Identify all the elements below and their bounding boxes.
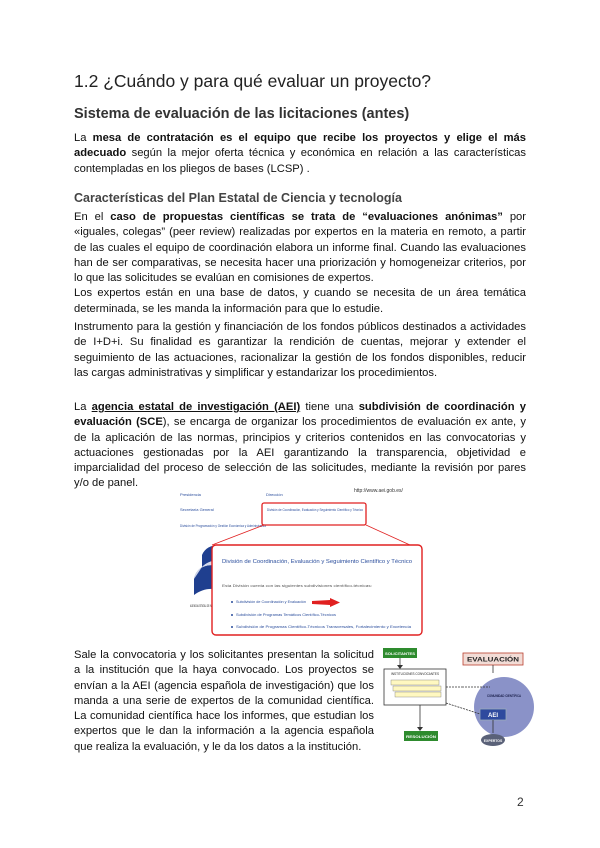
bold-underlined-text: agencia estatal de investigación (AEI) (91, 401, 301, 413)
text-run: La (74, 132, 93, 144)
text-run: tiene una (300, 401, 359, 413)
aei-label: AEI (487, 713, 499, 719)
paragraph-agencia (74, 400, 526, 492)
menu-item-secretaria: Secretaría General (180, 507, 214, 512)
subsection-heading: Características del Plan Estatal de Ciencia y tecnología (74, 191, 402, 205)
panel-item-coordinacion: Subdivisión de Coordinación y Evaluación (236, 600, 307, 604)
menu-item-division: División de Coordinación, Evaluación y Seguimiento Científico y Técnico (267, 508, 364, 512)
paragraph-convocatoria: Sale la convocatoria y los solicitantes presentan la solicitud a la institución que la haya convocado. Los proyectos se envían a la AEI (agencia española de investigación) que los manda a una serie de expertos de la comunidad científica. La comunidad científica hace los informes, que estudian los expertos que le dan la información a la agencia española que realiza la evaluación, y le da los datos a la institución. (74, 649, 374, 753)
paragraph-instrumento: Instrumento para la gestión y financiación de los fondos públicos destinados a actividades de I+D+i. Su finalidad es garantizar la rendición de cuentas, mejorar y extender el seguimiento de las actuaciones, racionalizar la gestión de los fondos disponibles, reducir las cargas administrativas y simplificar y estandarizar los procedimientos. (74, 321, 526, 379)
bold-text: subdivisión de coordinación y evaluación (SCE (74, 401, 526, 429)
panel-intro: Esta División cuenta con las siguientes subdivisiones científico-técnicas: (222, 584, 373, 588)
bold-text: caso de propuestas científicas se trata de “evaluaciones anónimas” (110, 211, 503, 223)
expertos-label: EXPERTOS (483, 739, 503, 743)
menu-item-programacion: División de Programación y Gestión Económica y Administrativa (180, 524, 266, 528)
resolucion-label: RESOLUCIÓN (406, 734, 437, 739)
paragraph-plan-estatal (74, 210, 526, 317)
instituciones-label: INSTITUCIONES CONVOCANTES (391, 672, 440, 676)
aei-website-figure (172, 483, 430, 637)
menu-item-presidencia: Presidencia (180, 492, 201, 497)
page-title: 1.2 ¿Cuándo y para qué evaluar un proyecto? (74, 71, 432, 91)
evaluation-flow-diagram (380, 645, 530, 750)
panel-item-tematicos: Subdivisión de Programas Temáticos Científico-Técnicos (236, 613, 337, 617)
text-run: ), se encarga de organizar los procedimientos de evaluación ex ante, y de la aplicación de las normas, principios y criterios contenidos en las convocatorias y actuaciones gestionadas por la AEI garantizando la transparencia, objetividad e imparcialidad del proceso de selección de las solicitudes, mediante la revisión por pares y/o de panel. (74, 416, 526, 490)
text-run: En el (74, 211, 111, 223)
text-run: por «iguales, colegas” (peer review) realizadas por expertos en la materia en remoto, a partir de las cuales el equipo de coordinación elabora un informe final. Cuando las evaluaciones han de ser comparativas, se necesita hacer una priorización y homogeneizar criterios, por lo que las solicitudes se evalúan en comisiones de expertos. (74, 211, 527, 285)
page-number: 2 (517, 795, 524, 809)
evaluacion-label: EVALUACIÓN (467, 657, 507, 664)
text-run: Los expertos están en una base de datos, y cuando se necesita de un área temática determinada, se les manda la información para que lo estudie. (74, 287, 526, 315)
solicitantes-label: SOLICITANTES (385, 651, 416, 656)
comunidad-label: COMUNIDAD CIENTÍFICA (487, 693, 522, 698)
panel-item-transversales: Subdivisión de Programas Científico-Técnicos Transversales, Fortalecimiento y Excelencia (236, 625, 412, 629)
section-heading: Sistema de evaluación de las licitaciones (antes) (74, 106, 410, 122)
bold-text: mesa de contratación es el equipo que recibe los proyectos y elige el más adecuado (74, 132, 526, 160)
text-run: La (74, 401, 92, 413)
url-text: http://www.aei.gob.es/ (354, 488, 403, 494)
text-run: según la mejor oferta técnica y económica en relación a las características contempladas en los pliegos de bases (LCSP) . (74, 147, 526, 175)
menu-item-direccion: Dirección (266, 492, 283, 497)
paragraph-mesa-contratacion (74, 131, 526, 177)
panel-title: División de Coordinación, Evaluación y Seguimiento Científico y Técnico (222, 559, 413, 565)
